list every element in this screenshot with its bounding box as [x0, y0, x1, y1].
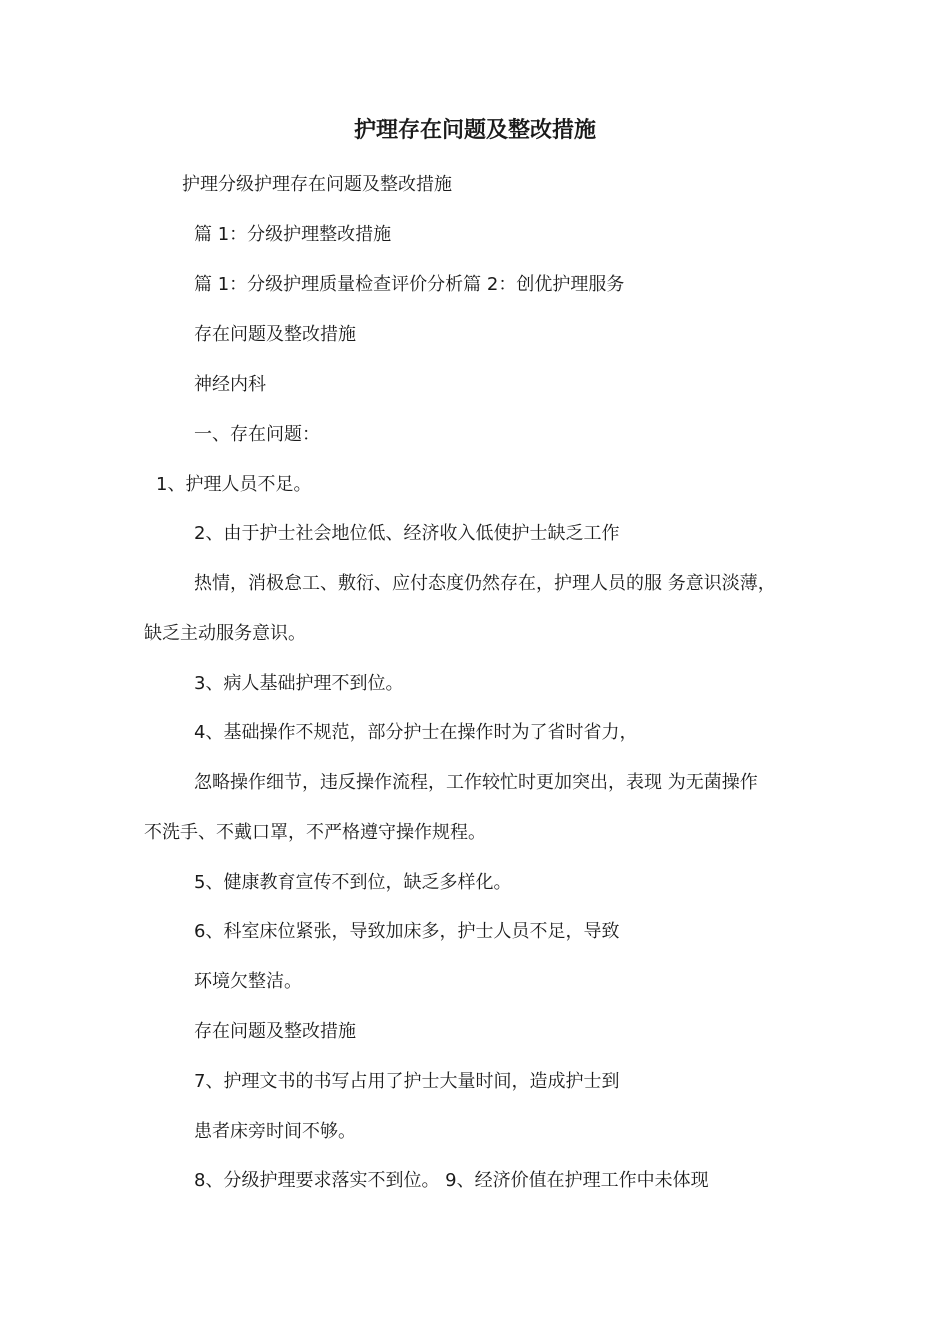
list-item: 7、护理文书的书写占用了护士大量时间，造成护士到: [194, 1071, 620, 1092]
section-heading: 一、存在问题：: [194, 424, 320, 445]
paragraph-line: 忽略操作细节，违反操作流程，工作较忙时更加突出，表现 为无菌操作: [194, 772, 758, 793]
list-item: 1、护理人员不足。: [156, 474, 312, 495]
list-item: 6、科室床位紧张，导致加床多，护士人员不足，导致: [194, 921, 620, 942]
paragraph-line: 环境欠整洁。: [194, 971, 302, 992]
paragraph-line: 缺乏主动服务意识。: [144, 623, 306, 644]
document-title: 护理存在问题及整改措施: [353, 118, 596, 143]
paragraph-line: 存在问题及整改措施: [194, 1021, 356, 1042]
list-item: 8、分级护理要求落实不到位。 9、经济价值在护理工作中未体现: [194, 1170, 709, 1191]
paragraph-line: 存在问题及整改措施: [194, 324, 356, 345]
paragraph-line: 不洗手、不戴口罩，不严格遵守操作规程。: [144, 822, 486, 843]
subtitle-line: 护理分级护理存在问题及整改措施: [182, 174, 452, 195]
list-item: 5、健康教育宣传不到位，缺乏多样化。: [194, 872, 512, 893]
paragraph-line: 热情，消极怠工、敷衍、应付态度仍然存在，护理人员的服 务意识淡薄，: [194, 573, 776, 594]
paragraph-line: 篇 1：分级护理整改措施: [194, 224, 392, 245]
paragraph-line: 篇 1：分级护理质量检查评价分析篇 2：创优护理服务: [194, 274, 625, 295]
list-item: 3、病人基础护理不到位。: [194, 673, 404, 694]
list-item: 4、基础操作不规范，部分护士在操作时为了省时省力，: [194, 722, 638, 743]
paragraph-line: 神经内科: [194, 374, 266, 395]
paragraph-line: 患者床旁时间不够。: [194, 1121, 356, 1142]
list-item: 2、由于护士社会地位低、经济收入低使护士缺乏工作: [194, 523, 620, 544]
